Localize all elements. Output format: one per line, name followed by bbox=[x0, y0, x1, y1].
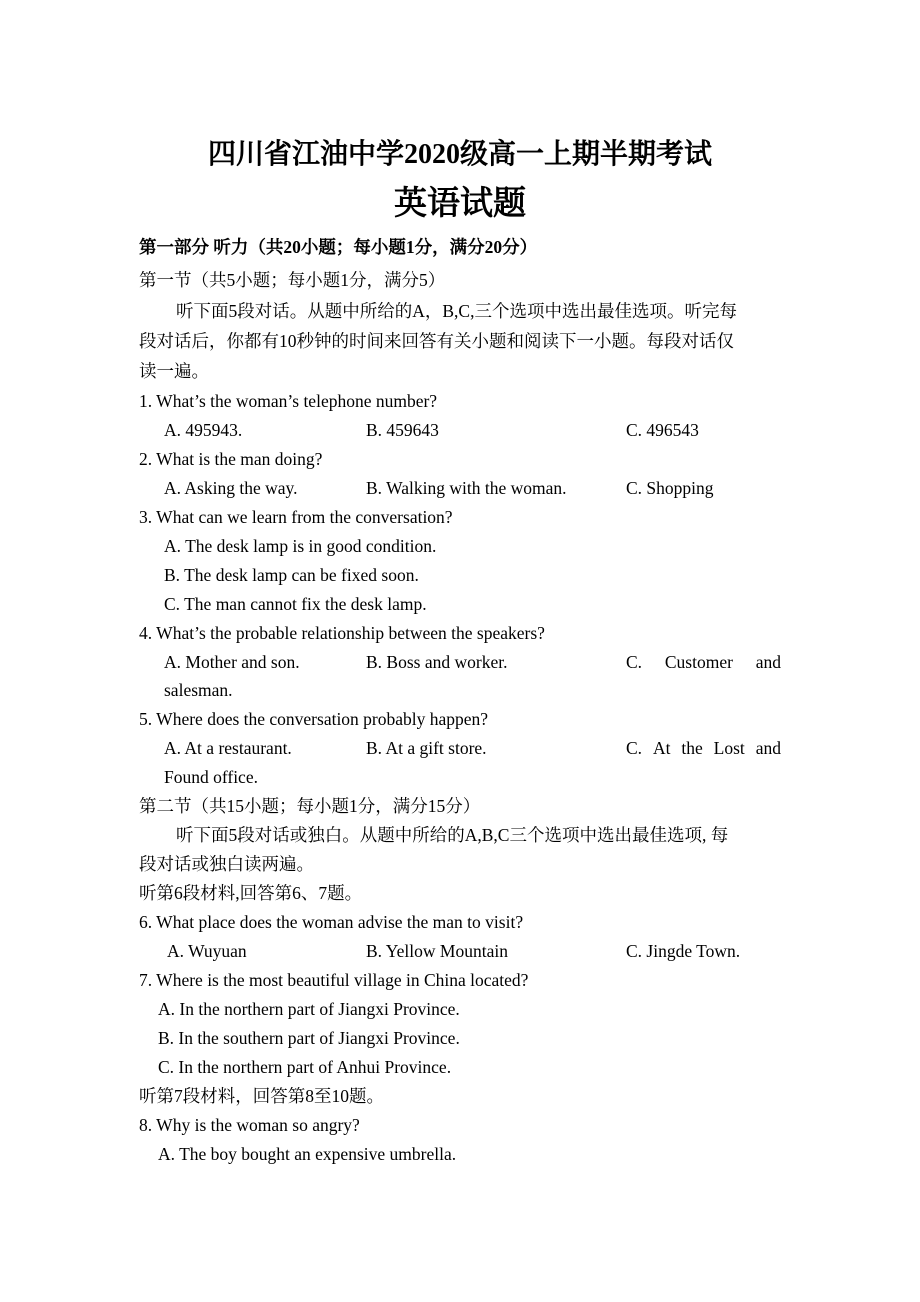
option-b: B. In the southern part of Jiangxi Province. bbox=[158, 1028, 460, 1048]
option-c-word: C. bbox=[626, 652, 643, 672]
option-a: A. Asking the way. bbox=[164, 478, 298, 498]
option-c-word: and bbox=[755, 652, 781, 672]
material-7-heading: 听第7段材料，回答第8至10题。 bbox=[139, 1086, 384, 1106]
option-b: B. Yellow Mountain bbox=[366, 941, 508, 961]
option-c-word: C. bbox=[626, 738, 643, 758]
part1-heading: 第一部分 听力（共20小题；每小题1分，满分20分） bbox=[139, 237, 538, 257]
option-c-word: and bbox=[755, 738, 781, 758]
option-a: A. Mother and son. bbox=[164, 652, 300, 672]
section1-instruction: 读一遍。 bbox=[139, 361, 209, 381]
question-stem: 7. Where is the most beautiful village in China located? bbox=[139, 970, 529, 990]
option-c: C. Jingde Town. bbox=[626, 941, 741, 961]
option-b: B. The desk lamp can be fixed soon. bbox=[164, 565, 419, 585]
section2-instruction: 段对话或独白读两遍。 bbox=[139, 854, 314, 874]
option-c: C. In the northern part of Anhui Province. bbox=[158, 1057, 452, 1077]
option-c: C. 496543 bbox=[626, 420, 699, 440]
option-c-word: Customer bbox=[664, 652, 733, 672]
option-a: A. In the northern part of Jiangxi Province. bbox=[158, 999, 460, 1019]
question-stem: 8. Why is the woman so angry? bbox=[139, 1115, 360, 1135]
option-c-continued: salesman. bbox=[164, 680, 233, 700]
option-c: C. The man cannot fix the desk lamp. bbox=[164, 594, 427, 614]
option-a: A. Wuyuan bbox=[167, 941, 247, 961]
option-c-word: Lost bbox=[713, 738, 745, 758]
exam-title: 四川省江油中学2020级高一上期半期考试 bbox=[207, 139, 712, 170]
question-stem: 1. What’s the woman’s telephone number? bbox=[139, 391, 438, 411]
option-b: B. At a gift store. bbox=[366, 738, 487, 758]
option-c: C. Shopping bbox=[626, 478, 714, 498]
question-stem: 6. What place does the woman advise the man to visit? bbox=[139, 912, 524, 932]
option-c bbox=[626, 737, 781, 759]
option-b: B. Boss and worker. bbox=[366, 652, 508, 672]
question-stem: 3. What can we learn from the conversation? bbox=[139, 507, 453, 527]
option-c-word: At bbox=[652, 738, 671, 758]
option-b: B. Walking with the woman. bbox=[366, 478, 567, 498]
option-c-continued: Found office. bbox=[164, 767, 258, 787]
option-b: B. 459643 bbox=[366, 420, 439, 440]
option-c bbox=[626, 651, 781, 673]
option-c-word: the bbox=[681, 738, 703, 758]
exam-subtitle: 英语试题 bbox=[394, 186, 526, 222]
option-a: A. The desk lamp is in good condition. bbox=[164, 536, 437, 556]
section1-instruction: 听下面5段对话。从题中所给的A，B,C,三个选项中选出最佳选项。听完每 bbox=[176, 301, 737, 321]
section1-heading: 第一节（共5小题；每小题1分，满分5） bbox=[139, 270, 446, 290]
question-stem: 4. What’s the probable relationship between the speakers? bbox=[139, 623, 545, 643]
section2-instruction: 听下面5段对话或独白。从题中所给的A,B,C三个选项中选出最佳选项, 每 bbox=[176, 825, 729, 845]
question-stem: 2. What is the man doing? bbox=[139, 449, 323, 469]
option-a: A. 495943. bbox=[164, 420, 243, 440]
section2-heading: 第二节（共15小题；每小题1分，满分15分） bbox=[139, 796, 481, 816]
material-6-heading: 听第6段材料,回答第6、7题。 bbox=[139, 883, 363, 903]
section1-instruction: 段对话后，你都有10秒钟的时间来回答有关小题和阅读下一小题。每段对话仅 bbox=[139, 331, 734, 351]
option-a: A. At a restaurant. bbox=[164, 738, 292, 758]
question-stem: 5. Where does the conversation probably happen? bbox=[139, 709, 489, 729]
option-a: A. The boy bought an expensive umbrella. bbox=[158, 1144, 457, 1164]
